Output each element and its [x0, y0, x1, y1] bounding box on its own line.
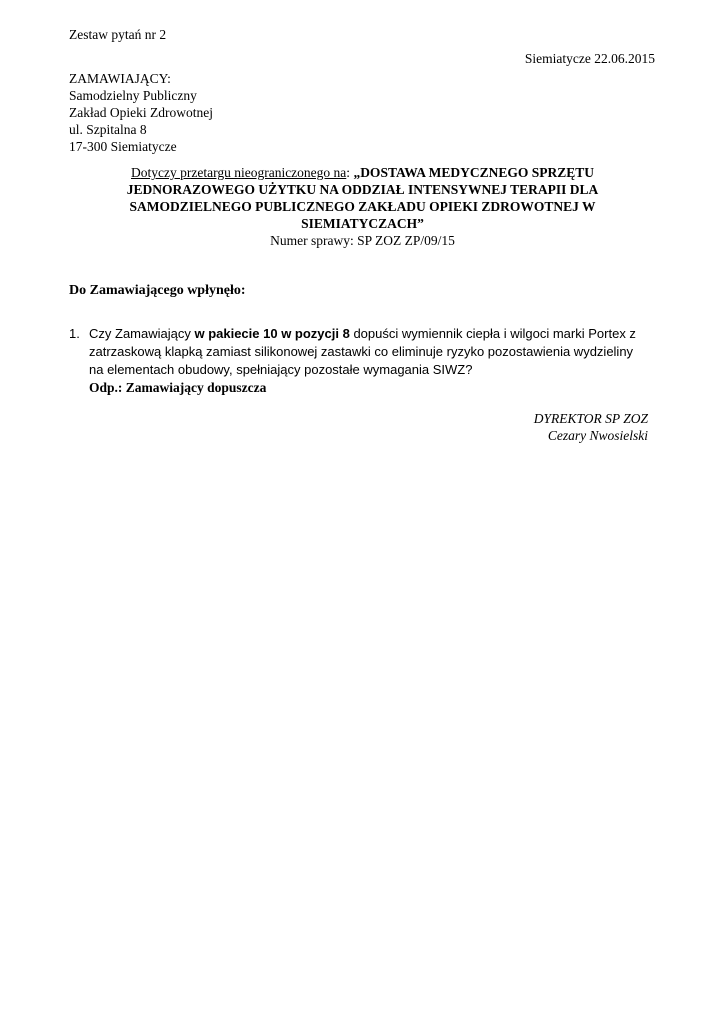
question-line: na elementach obudowy, spełniający pozostałe wymagania SIWZ? [89, 362, 473, 377]
orderer-label: ZAMAWIAJĄCY: [69, 71, 171, 86]
question-number: 1. [69, 326, 80, 341]
subject-title-line: JEDNORAZOWEGO UŻYTKU NA ODDZIAŁ INTENSYWNEJ TERAPII DLA [126, 182, 599, 197]
subject-intro: Dotyczy przetargu nieograniczonego na [131, 165, 347, 180]
question-text-before: Czy Zamawiający [89, 326, 195, 341]
subject-colon: : [346, 165, 354, 180]
orderer-block [69, 70, 213, 155]
signature-block [534, 410, 648, 444]
case-number: Numer sprawy: SP ZOZ ZP/09/15 [270, 233, 455, 248]
subject-title-line: „DOSTAWA MEDYCZNEGO SPRZĘTU [353, 165, 594, 180]
question-line [89, 325, 669, 343]
orderer-line: Samodzielny Publiczny [69, 88, 197, 103]
orderer-line: ul. Szpitalna 8 [69, 122, 147, 137]
orderer-line: 17-300 Siemiatycze [69, 139, 177, 154]
question-line: zatrzaskową klapką zamiast silikonowej zastawki co eliminuje ryzyko pozostawienia wydzieliny [89, 344, 634, 359]
question-text [89, 325, 669, 379]
answer-text: Odp.: Zamawiający dopuszcza [89, 380, 267, 395]
signature-title: DYREKTOR SP ZOZ [533, 411, 648, 426]
subject-line [69, 164, 656, 181]
question-item [69, 325, 669, 379]
set-label: Zestaw pytań nr 2 [69, 27, 167, 42]
question-text-bold: w pakiecie 10 w pozycji 8 [194, 326, 350, 341]
subject-title-line: SIEMIATYCZACH” [301, 216, 424, 231]
question-text-after: dopuści wymiennik ciepła i wilgoci marki Portex z [349, 326, 636, 341]
subject-title-line: SAMODZIELNEGO PUBLICZNEGO ZAKŁADU OPIEKI ZDROWOTNEJ W [129, 199, 596, 214]
signature-name: Cezary Nwosielski [547, 428, 648, 443]
place-date: Siemiatycze 22.06.2015 [524, 51, 655, 66]
received-heading: Do Zamawiającego wpłynęło: [69, 283, 246, 298]
orderer-line: Zakład Opieki Zdrowotnej [69, 105, 213, 120]
subject-block [69, 164, 656, 249]
